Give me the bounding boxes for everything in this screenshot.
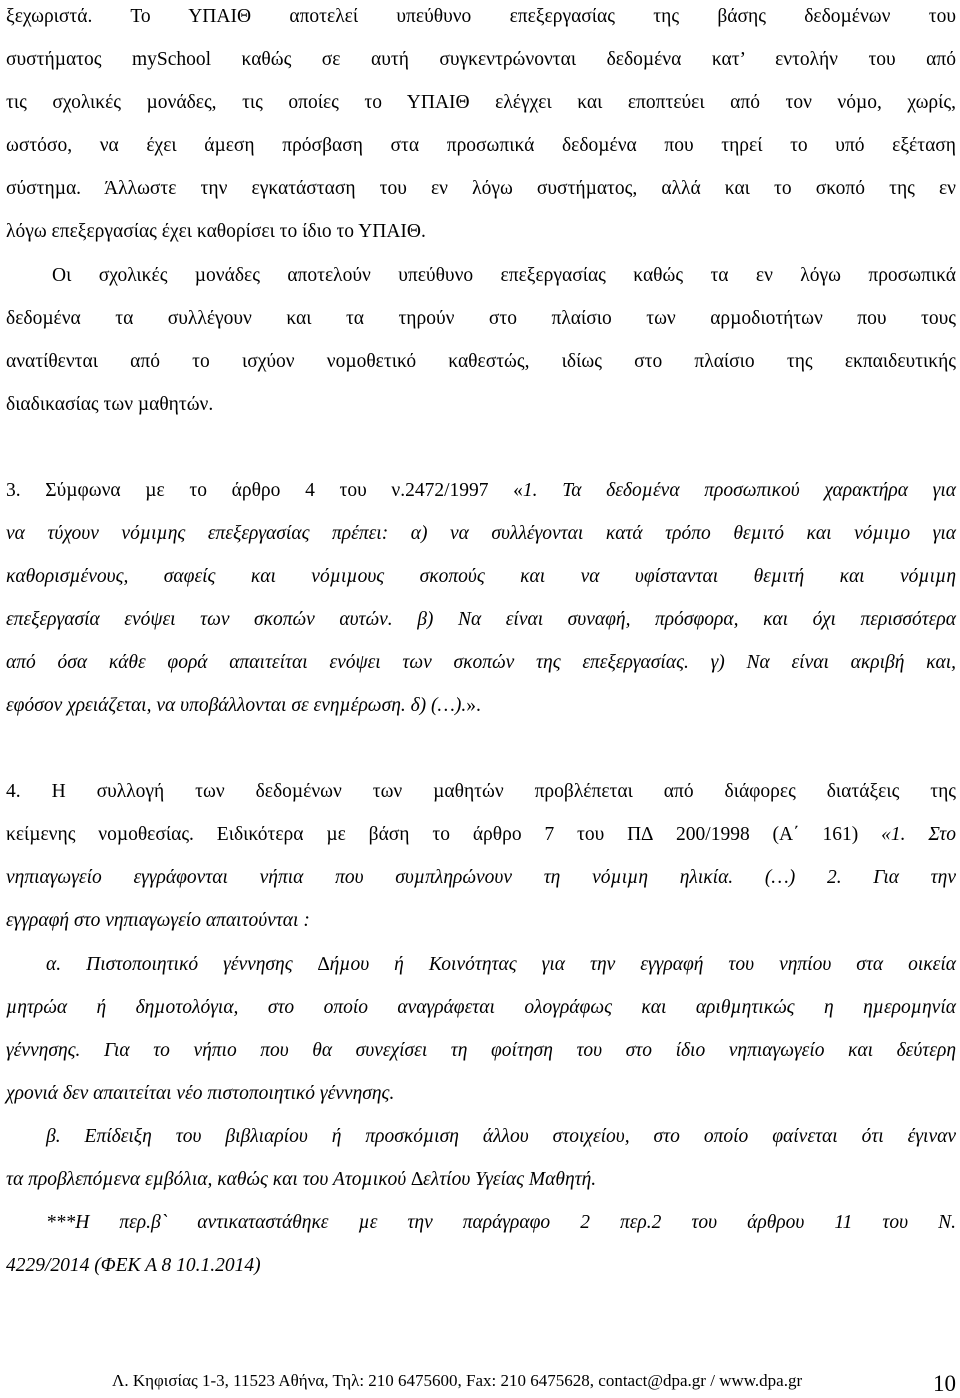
text-line <box>6 695 956 717</box>
text-run: 3. Σύµφωνα µε το άρθρο 4 του ν.2472/1997 « <box>6 480 523 501</box>
text-line: Οι σχολικές µονάδες αποτελούν υπεύθυνο επεξεργασίας καθώς τα εν λόγω προσωπικά <box>52 265 956 286</box>
text-line: χρονιά δεν απαιτείται νέο πιστοποιητικό γέννησης. <box>6 1083 395 1104</box>
text-line: µητρώα ή δηµοτολόγια, στο οποίο αναγράφεται ολογράφως και αριθµητικώς η ηµεροµηνία <box>6 997 956 1018</box>
text-line: 4. Η συλλογή των δεδοµένων των µαθητών προβλέπεται από διάφορες διατάξεις της <box>6 781 956 802</box>
text-line: από όσα κάθε φορά απαιτείται ενόψει των σκοπών της επεξεργασίας. γ) Να είναι ακριβή και, <box>6 652 956 673</box>
text-run: ». <box>466 695 481 716</box>
text-line: καθορισµένους, σαφείς και νόµιµους σκοπούς και να υφίστανται θεµιτή και νόµιµη <box>6 566 956 587</box>
text-line: ξεχωριστά. Το ΥΠΑΙΘ αποτελεί υπεύθυνο επεξεργασίας της βάσης δεδοµένων του <box>6 6 956 27</box>
page-number: 10 <box>933 1371 956 1396</box>
text-line: ανατίθενται από το ισχύον νοµοθετικό καθεστώς, ιδίως στο πλαίσιο της εκπαιδευτικής <box>6 351 956 372</box>
text-line <box>6 480 956 502</box>
text-line: να τύχουν νόµιµης επεξεργασίας πρέπει: α) να συλλέγονται κατά τρόπο θεµιτό και νόµιµο για <box>6 523 956 544</box>
text-line: δεδοµένα τα συλλέγουν και τα τηρούν στο πλαίσιο των αρµοδιοτήτων που τους <box>6 308 956 329</box>
italic-text-run: εφόσον χρειάζεται, να υποβάλλονται σε ενηµέρωση. δ) (…). <box>6 695 467 716</box>
text-line: διαδικασίας των µαθητών. <box>6 394 214 415</box>
text-line: τα προβλεπόµενα εµβόλια, καθώς και του Ατοµικού ∆ελτίου Υγείας Μαθητή. <box>6 1169 597 1190</box>
text-line: γέννησης. Για το νήπιο που θα συνεχίσει τη φοίτηση του στο ίδιο νηπιαγωγείο και δεύτερη <box>6 1040 956 1061</box>
text-line: εγγραφή στο νηπιαγωγείο απαιτούνται : <box>6 910 310 931</box>
text-line: τις σχολικές µονάδες, τις οποίες το ΥΠΑΙΘ ελέγχει και εποπτεύει από τον νόµο, χωρίς, <box>6 92 956 113</box>
text-line: 4229/2014 (ΦΕΚ Α 8 10.1.2014) <box>6 1255 261 1276</box>
text-line: επεξεργασία ενόψει των σκοπών αυτών. β) Να είναι συναφή, πρόσφορα, και όχι περισσότερα <box>6 609 956 630</box>
text-line <box>6 824 956 846</box>
text-line: σύστηµα. Άλλωστε την εγκατάσταση του εν λόγω συστήµατος, αλλά και το σκοπό της εν <box>6 178 956 199</box>
text-line: νηπιαγωγείο εγγράφονται νήπια που συµπληρώνουν τη νόµιµη ηλικία. (…) 2. Για την <box>6 867 956 888</box>
text-line: α. Πιστοποιητικό γέννησης ∆ήµου ή Κοινότητας για την εγγραφή του νηπίου στα οικεία <box>46 954 956 975</box>
italic-text-run: «1. Στο <box>881 824 956 845</box>
text-run: κείµενης νοµοθεσίας. Ειδικότερα µε βάση το άρθρο 7 του Π∆ 200/1998 (Α΄ 161) <box>6 824 882 845</box>
text-line: ***Η περ.β` αντικαταστάθηκε µε την παράγραφο 2 περ.2 του άρθρου 11 του Ν. <box>46 1212 956 1233</box>
text-line: λόγω επεξεργασίας έχει καθορίσει το ίδιο το ΥΠΑΙΘ. <box>6 221 426 242</box>
text-line: ωστόσο, να έχει άµεση πρόσβαση στα προσωπικά δεδοµένα που τηρεί το υπό εξέταση <box>6 135 956 156</box>
italic-text-run: 1. Τα δεδοµένα προσωπικού χαρακτήρα για <box>522 480 956 501</box>
text-line: συστήµατος mySchool καθώς σε αυτή συγκεντρώνονται δεδοµένα κατ’ εντολήν του από <box>6 49 956 70</box>
page-footer: Λ. Κηφισίας 1-3, 11523 Αθήνα, Τηλ: 210 6475600, Fax: 210 6475628, contact@dpa.gr / www.dpa.gr <box>112 1371 803 1390</box>
text-line: β. Επίδειξη του βιβλιαρίου ή προσκόµιση άλλου στοιχείου, στο οποίο φαίνεται ότι έγιναν <box>46 1126 956 1147</box>
